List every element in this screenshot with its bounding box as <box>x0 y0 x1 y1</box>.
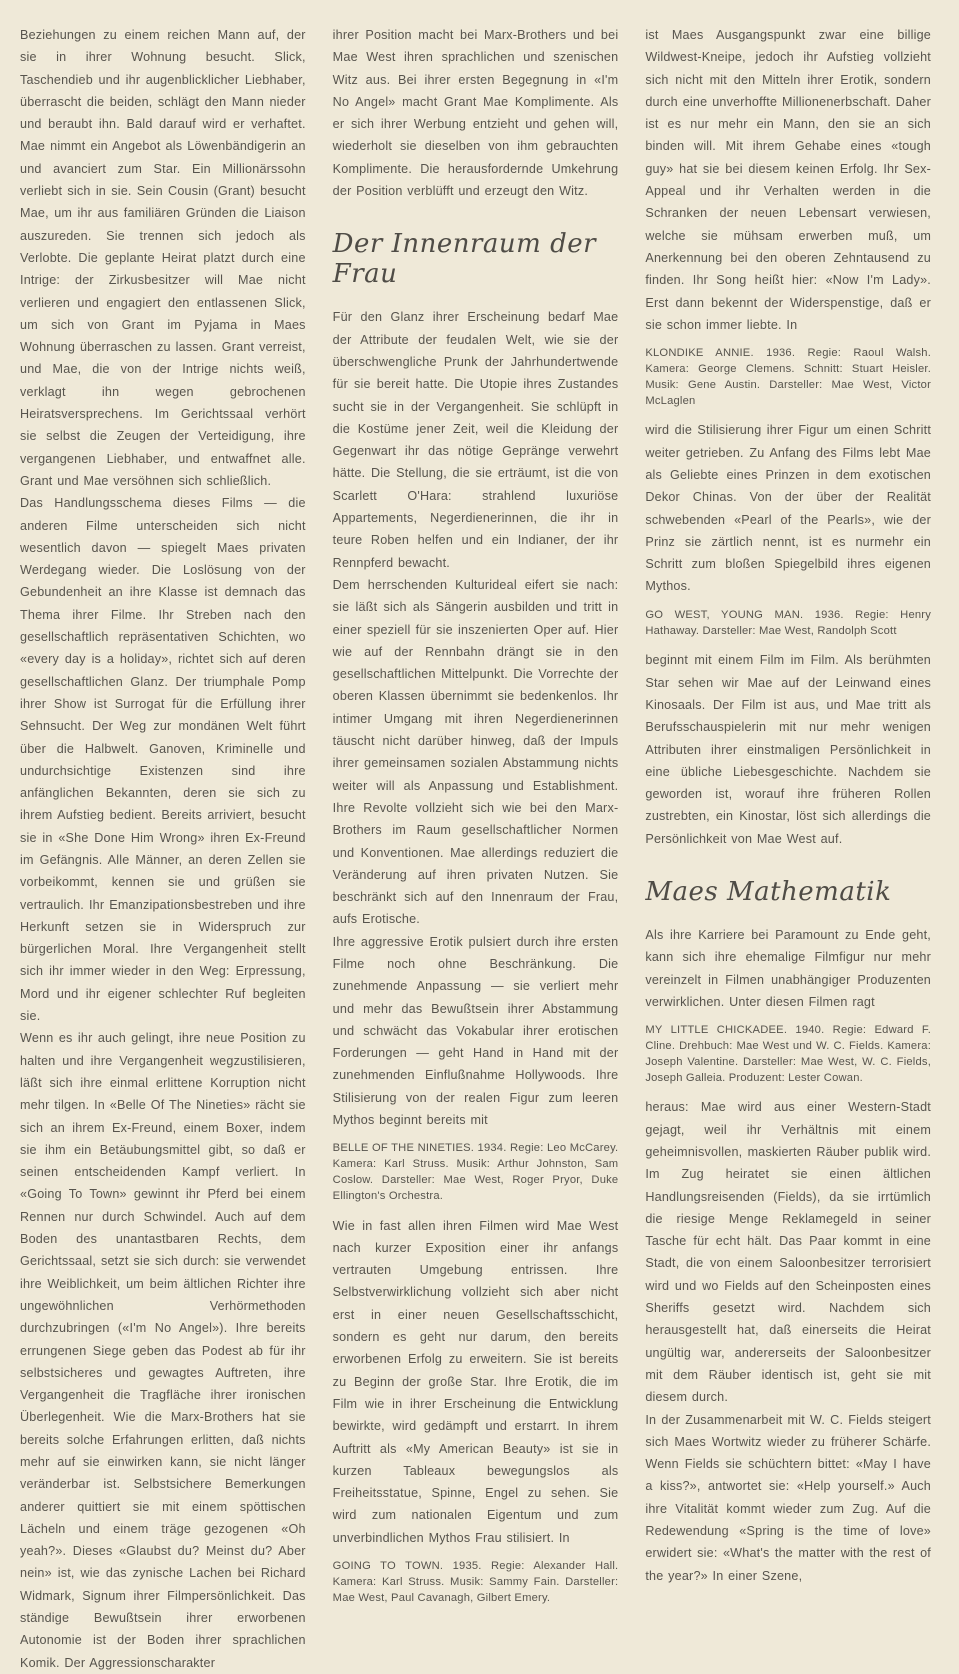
body-paragraph: Das Handlungsschema dieses Films — die anderen Filme unterscheiden sich nicht wesentlich davon — spiegelt Maes privaten Werdegang wieder. Die Loslösung von der Gebundenheit an ihre Klasse ist demnach das Thema ihrer Filme. Ihr Streben nach den gesellschaftlich repräsentativen Schichten, wo «every day is a holiday», richtet sich auf deren gesellschaftlichen Glanz. Der triumphale Pomp ihrer Show ist Surrogat für die Erfüllung ihrer Sehnsucht. Der Weg zur mondänen Welt führt über die Halbwelt. Ganoven, Kriminelle und undurchsichtige Existenzen sind ihre anfänglichen Bekannten, deren sie sich zu ihrem Aufstieg bedient. Bereits arriviert, besucht sie in «She Done Him Wrong» ihren Ex-Freund im Gefängnis. Alle Männer, an deren Zellen sie vorbeikommt, kennen sie und grüßen sie vertraulich. Ihr Emanzipationsbestreben und ihre Herkunft setzen sie in Widerspruch zur bürgerlichen Moral. Ihre Vergangenheit stellt sich ihr immer wieder in den Weg: Erpressung, Mord und ihr eigener schlechter Ruf begleiten sie. <box>20 496 306 1024</box>
body-paragraph: Wenn es ihr auch gelingt, ihre neue Position zu halten und ihre Vergangenheit wegzustilisieren, läßt sich ihre einmal erlittene Korruption nicht mehr tilgen. In «Belle Of The Nineties» rächt sie sich an ihrem Ex-Freund, einem Boxer, indem sie ihm ein Betäubungsmittel gibt, so daß er seinen entscheidenden Kampf verliert. In «Going To Town» gewinnt ihr Pferd bei einem Rennen nur durch Schwindel. Auch auf dem Boden des unantastbaren Rechts, dem Gerichtssaal, setzt sie sich durch: sie verwendet ihre Weiblichkeit, um beim ältlichen Richter ihre ungewöhnlichen Verhörmethoden durchzubringen («I'm No Angel»). Ihre bereits errungenen Siege geben das Podest ab für ihr selbstsicheres und gewagtes Auftreten, ihre Vergangenheit die Tragfläche ihrer ironischen Überlegenheit. Wie die Marx-Brothers hat sie bereits solche Erfahrungen erlitten, daß nichts mehr auf sie einwirken kann, sie nicht länger veränderbar ist. Selbstsichere Bemerkungen anderer quittiert sie mit einem spöttischen Lächeln und einem träge gezogenen «Oh yeah?». Dieses «Glaubst du? Meinst du? Aber nein» ist, wie das zynische Lachen bei Richard Widmark, Signum ihrer Filmpersönlichkeit. Das ständige Bewußtsein ihrer erworbenen Autonomie ist der Boden ihrer sprachlichen Komik. Der Aggressionscharakter <box>20 1031 306 1670</box>
body-paragraph: ist Maes Ausgangspunkt zwar eine billige Wildwest-Kneipe, jedoch ihr Aufstieg vollzieht sich nicht mit den Mitteln ihrer Erotik, sondern durch eine unverhoffte Millionenerbschaft. Daher ist es nur mehr ein Mann, den sie an sich binden will. Mit ihrem Gehabe eines «tough guy» hat sie bei diesem keinen Erfolg. Ihr Sex-Appeal und ihr Verhalten werden in die Schranken der neuen Lebensart verwiesen, welche sie mühsam erwerben muß, um Anerkennung bei den oberen Zehntausend zu finden. Ihr Song heißt hier: «Now I'm Lady». Erst dann bekennt der Widerspenstige, daß er sie schon immer liebte. In <box>645 28 932 332</box>
body-paragraph: Für den Glanz ihrer Erscheinung bedarf Mae der Attribute der feudalen Welt, wie sie der überschwengliche Prunk der Jahrhundertwende für sie bereit hatte. Die Utopie ihres Zustandes sucht sie in der Vergangenheit. Sie schlüpft in die Kostüme jener Zeit, weil die Kleidung der Gegenwart ihr das nötige Gepränge verwehrt hätte. Die Stellung, die sie erträumt, ist die von Scarlett O'Hara: strahlend luxuriöse Appartements, Negerdienerinnen, die ihr in teure Roben helfen und ein Indianer, der ihr Rennpferd bewacht. <box>332 310 619 570</box>
body-paragraph: Beziehungen zu einem reichen Mann auf, der sie in ihrer Wohnung besucht. Slick, Taschendieb und ihr augenblicklicher Liebhaber, überrascht die beiden, schlägt den Mann nieder und beraubt ihn. Bald darauf wird er verhaftet. Mae nimmt ein Angebot als Löwenbändigerin an und avanciert zum Star. Ein Millionärssohn verliebt sich in sie. Sein Cousin (Grant) besucht Mae, um ihr aus familiären Gründen die Liaison auszureden. Sie trennen sich jedoch als Verlobte. Die geplante Heirat platzt durch eine Intrige: der Zirkusbesitzer will Mae nicht verlieren und engagiert den entlassenen Slick, um sich von Grant im Pyjama in Maes Wohnung überraschen zu lassen. Grant verreist, und Mae, die von der Intrige nichts weiß, verklagt ihn wegen gebrochenen Heiratsversprechens. Im Gerichtssaal verhört sie selbst die Zeugen der Verteidigung, ihre vergangenen Liebhaber, und entwaffnet alle. Grant und Mae versöhnen sich schließlich. <box>20 28 306 488</box>
film-credit-belle-of-the-nineties: BELLE OF THE NINETIES. 1934. Regie: Leo McCarey. Kamera: Karl Struss. Musik: Arthur Johnston, Sam Coslow. Darsteller: Mae West, Roger Pryor, Duke Ellington's Orchestra. <box>332 1142 619 1202</box>
body-paragraph: wird die Stilisierung ihrer Figur um einen Schritt weiter getrieben. Zu Anfang des Films lebt Mae als Geliebte eines Prinzen in dem exotischen Dekor Chinas. Von der über der Realität schwebenden «Pearl of the Pearls», wie der Prinz sie zärtlich nennt, ist es nurmehr ein Schritt zum bloßen Spiegelbild ihres eigenen Mythos. <box>645 423 932 594</box>
body-paragraph: Wie in fast allen ihren Filmen wird Mae West nach kurzer Exposition einer ihr anfangs vertrauten Umgebung entrissen. Ihre Selbstverwirklichung vollzieht sich aber nicht erst in einer neuen Gesellschaftsschicht, sondern es geht nur darum, den bereits erworbenen Erfolg zu erweitern. Sie ist bereits zu Beginn der große Star. Ihre Erotik, die im Film wie in ihrer Erscheinung die Entwicklung bewirkte, wird gedämpft und erstarrt. In ihrem Auftritt als «My American Beauty» ist sie in kurzen Tableaux bewegungslos als Freiheitsstatue, Spinne, Engel zu sehen. Sie wird zum nationalen Eigentum und zum unverbindlichen Mythos Frau stilisiert. In <box>332 1218 619 1545</box>
film-credit-go-west-young-man: GO WEST, YOUNG MAN. 1936. Regie: Henry Hathaway. Darsteller: Mae West, Randolph Scott <box>645 608 932 637</box>
body-paragraph: In der Zusammenarbeit mit W. C. Fields steigert sich Maes Wortwitz wieder zu früherer Schärfe. Wenn Fields sie schüchtern bittet: «May I have a kiss?», antwortet sie: «Help yourself.» Auch ihre Vitalität kommt wieder zum Zug. Auf die Redewendung «Spring is the time of love» erwidert sie: «What's the matter with the rest of the year?» In einer Szene, <box>645 1412 932 1583</box>
film-credit-going-to-town: GOING TO TOWN. 1935. Regie: Alexander Hall. Kamera: Karl Struss. Musik: Sammy Fain. Darsteller: Mae West, Paul Cavanagh, Gilbert Emery. <box>332 1560 619 1604</box>
text-column-right <box>645 24 932 1583</box>
section-heading-der-innenraum-der-frau: Der Innenraum der Frau <box>332 229 597 290</box>
film-credit-my-little-chickadee: MY LITTLE CHICKADEE. 1940. Regie: Edward F. Cline. Drehbuch: Mae West und W. C. Fields. Kamera: Joseph Valentine. Darsteller: Mae West, W. C. Fields, Joseph Galleia. Produzent: Lester Cowan. <box>645 1024 932 1084</box>
body-paragraph: heraus: Mae wird aus einer Western-Stadt gejagt, weil ihr Verhältnis mit einem geheimnisvollen, maskierten Räuber publik wird. Im Zug heiratet sie einen ältlichen Handlungsreisenden (Fields), da sie irrtümlich die riesige Menge Reklamegeld in seiner Tasche für echt hält. Das Paar kommt in eine Stadt, die von einem Saloonbesitzer terrorisiert wird und wo Fields auf den Scheinposten eines Sheriffs gesetzt wird. Nachdem sich herausgestellt hat, daß einerseits die Heirat ungültig war, andererseits der Saloonbesitzer mit dem Räuber identisch ist, geht sie mit diesem durch. <box>645 1100 932 1405</box>
body-paragraph: Als ihre Karriere bei Paramount zu Ende geht, kann sich ihre ehemalige Filmfigur nur mehr vereinzelt in Filmen unabhängiger Produzenten verwirklichen. Unter diesen Filmen ragt <box>645 927 932 1009</box>
film-credit-klondike-annie: KLONDIKE ANNIE. 1936. Regie: Raoul Walsh. Kamera: George Clemens. Schnitt: Stuart Heisler. Musik: Gene Austin. Darsteller: Mae West, Victor McLaglen <box>645 347 932 407</box>
section-heading-maes-mathematik: Maes Mathematik <box>645 876 892 907</box>
text-column-left <box>20 24 306 1670</box>
body-paragraph: ihrer Position macht bei Marx-Brothers und bei Mae West ihren sprachlichen und szenischen Witz aus. Bei ihrer ersten Begegnung in «I'm No Angel» macht Grant Mae Komplimente. Als er sich ihrer Werbung entzieht und gehen will, wiederholt sie dieselben von ihm gebrauchten Komplimente. Die herausfordernde Umkehrung der Position verblüfft und erzeugt den Witz. <box>332 28 619 199</box>
body-paragraph: Dem herrschenden Kulturideal eifert sie nach: sie läßt sich als Sängerin ausbilden und tritt in einer speziell für sie inszenierten Oper auf. Hier wie auf der Rennbahn drängt sie in den gesellschaftlichen Mittelpunkt. Die Vorrechte der oberen Klassen übernimmt sie bedenkenlos. Ihr intimer Umgang mit ihren Negerdienerinnen täuscht nicht darüber hinweg, daß der Impuls ihrer gemeinsamen sozialen Abstammung nichts weiter will als Anpassung und Establishment. Ihre Revolte vollzieht sich wie bei den Marx-Brothers im Raum gesellschaftlicher Normen und Konventionen. Mae allerdings reduziert die Veränderung auf ihren privaten Nutzen. Sie beschränkt sich auf den Innenraum der Frau, aufs Erotische. <box>332 577 619 927</box>
text-column-middle <box>332 24 619 1604</box>
body-paragraph: beginnt mit einem Film im Film. Als berühmten Star sehen wir Mae auf der Leinwand eines Kinosaals. Der Film ist aus, und Mae tritt als Berufsschauspielerin mit nur mehr wenigen Attributen ihrer einstmaligen Persönlichkeit in eine übliche Liebesgeschichte. Nachdem sie geworden ist, worauf ihre früheren Rollen zustrebten, ein Kinostar, löst sich allerdings die Persönlichkeit von Mae West auf. <box>645 653 932 846</box>
body-paragraph: Ihre aggressive Erotik pulsiert durch ihre ersten Filme noch ohne Beschränkung. Die zunehmende Anpassung — sie verliert mehr und mehr das Bewußtsein ihrer Abstammung und schwächt das Vokabular ihrer erotischen Forderungen — geht Hand in Hand mit der zunehmenden Einflußnahme Hollywoods. Ihre Stilisierung von der realen Figur zum leeren Mythos beginnt bereits mit <box>332 934 619 1128</box>
